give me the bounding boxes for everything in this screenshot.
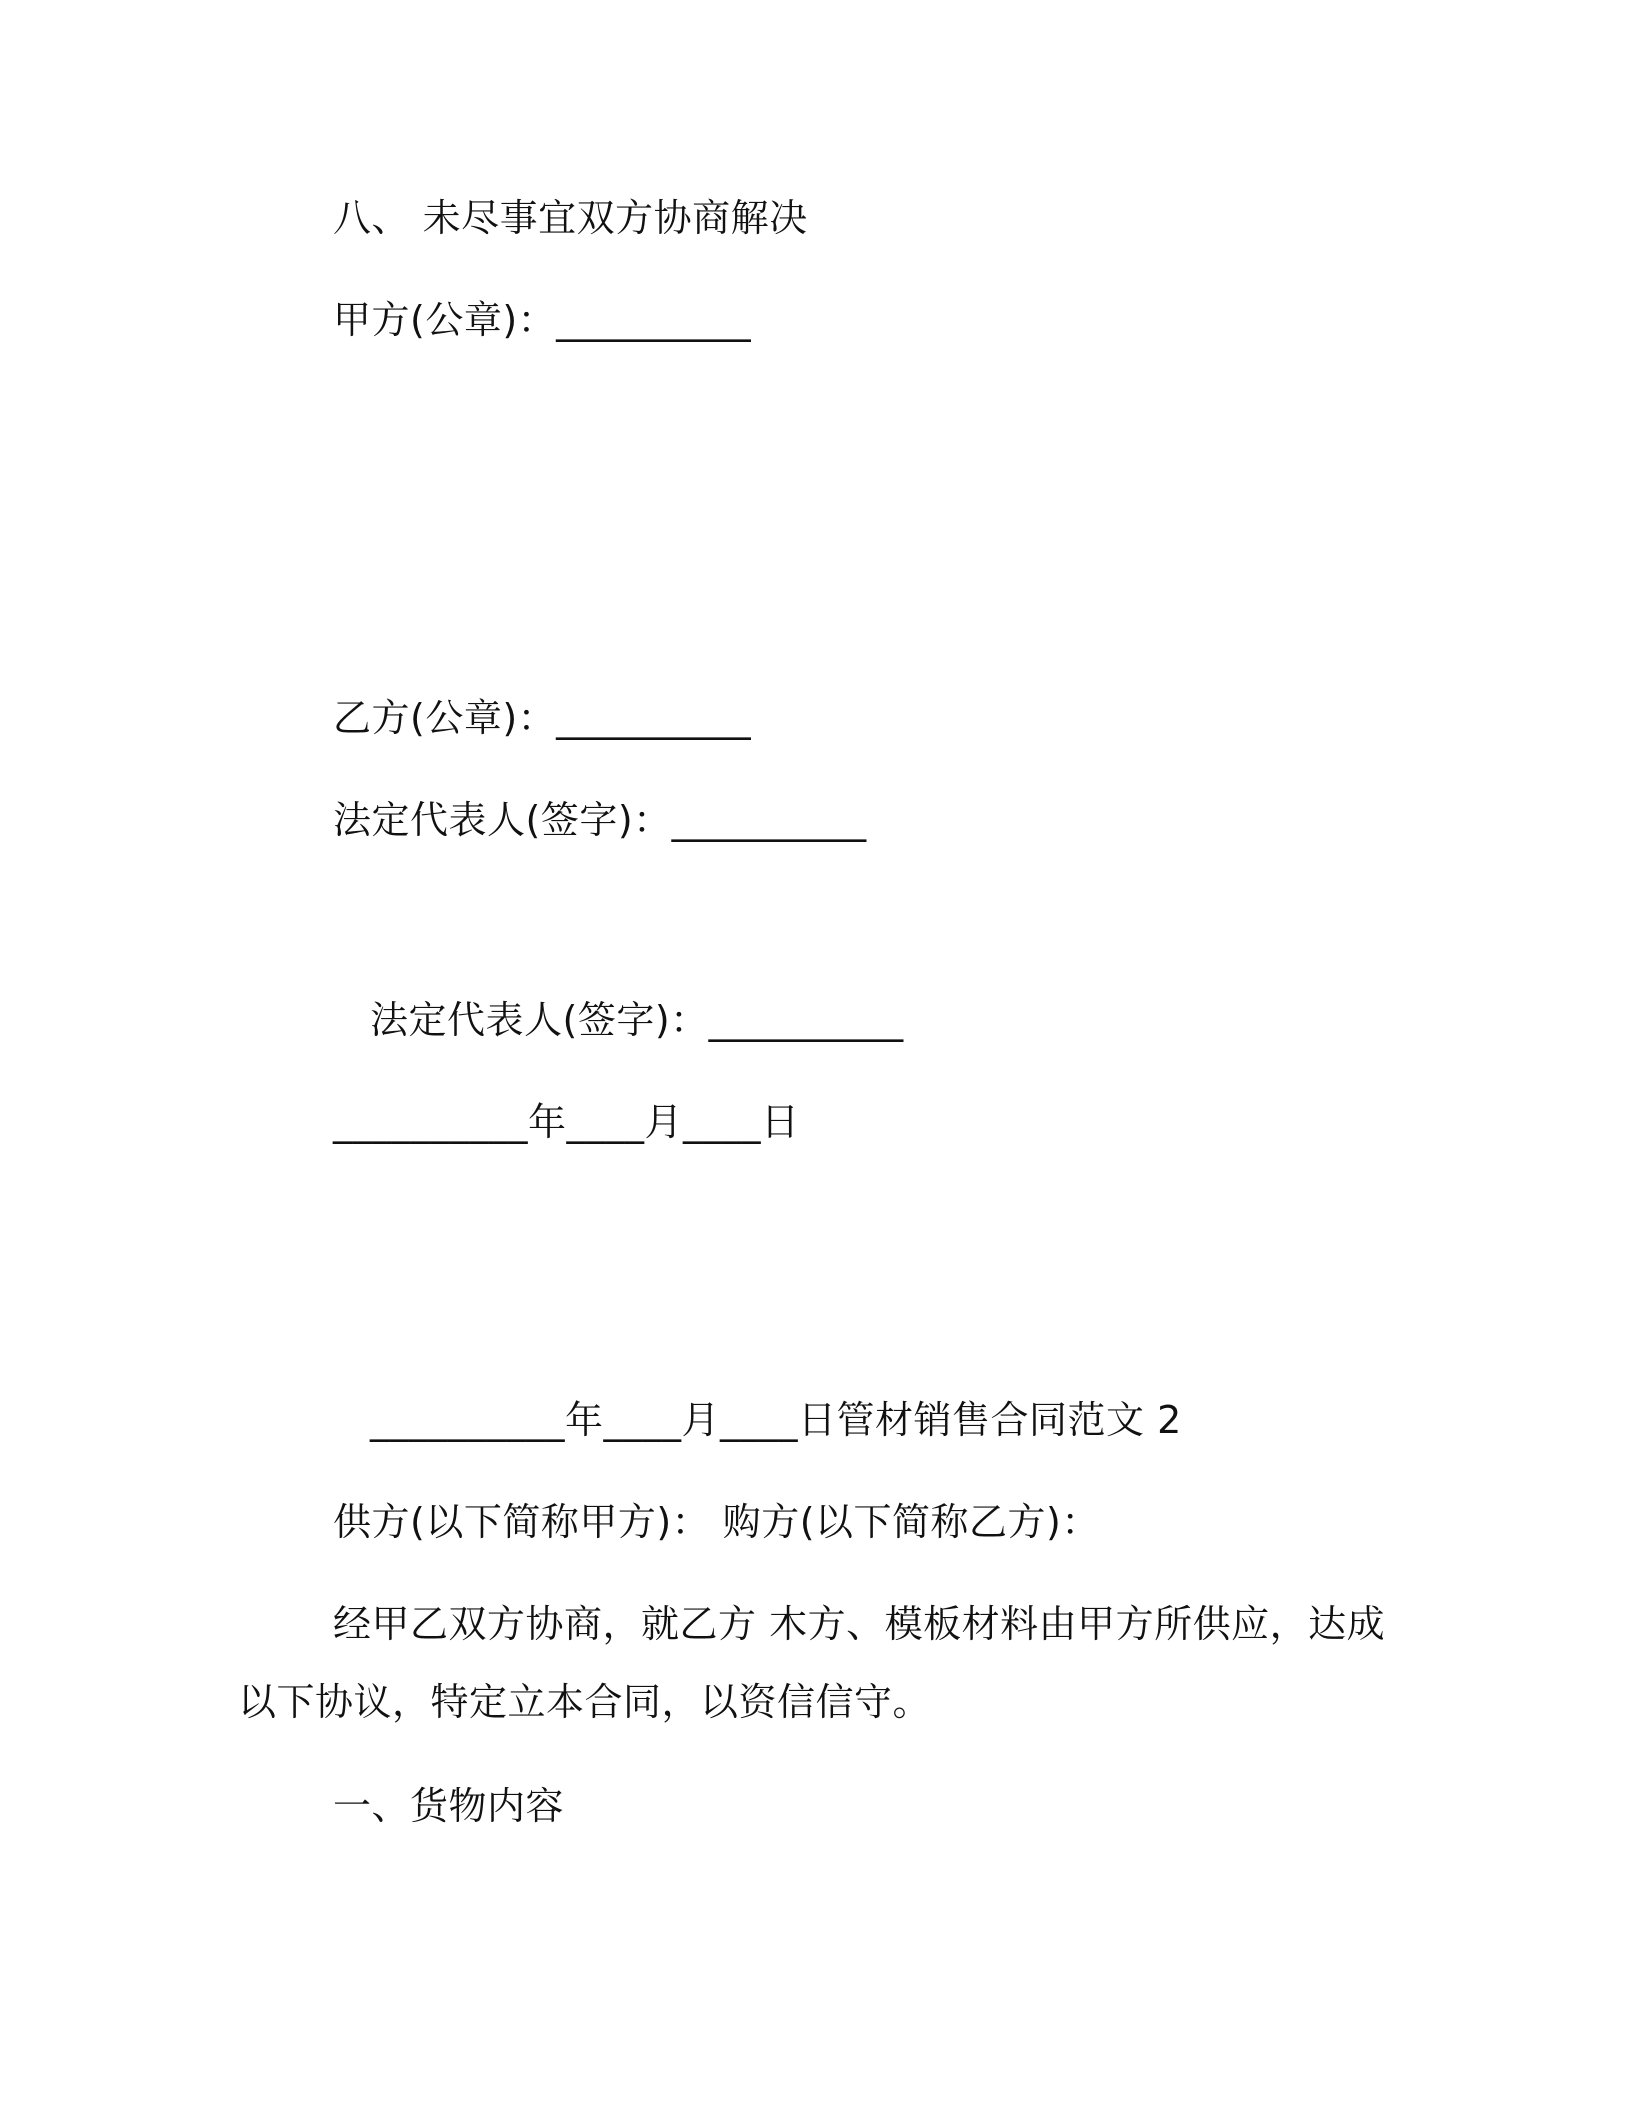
contract-2-title: __________年____月____日管材销售合同范文 2 — [370, 1398, 1182, 1442]
party-b-seal-line: 乙方(公章)：__________ — [333, 696, 752, 740]
clause-8-heading: 八、 未尽事宜双方协商解决 — [333, 196, 808, 240]
party-a-seal-line: 甲方(公章)：__________ — [333, 298, 752, 342]
intro-paragraph: 经甲乙双方协商，就乙方 木方、模板材料由甲方所供应，达成以下协议，特定立本合同，以资信信守。 — [238, 1602, 1386, 1724]
legal-rep-signature-line-2: 法定代表人(签字)：__________ — [370, 998, 904, 1042]
date-line: __________年____月____日 — [333, 1100, 800, 1144]
legal-rep-signature-line-1: 法定代表人(签字)：__________ — [333, 798, 867, 842]
section-1-heading: 一、货物内容 — [333, 1784, 565, 1828]
parties-line: 供方(以下简称甲方)： 购方(以下简称乙方)： — [333, 1500, 1100, 1544]
